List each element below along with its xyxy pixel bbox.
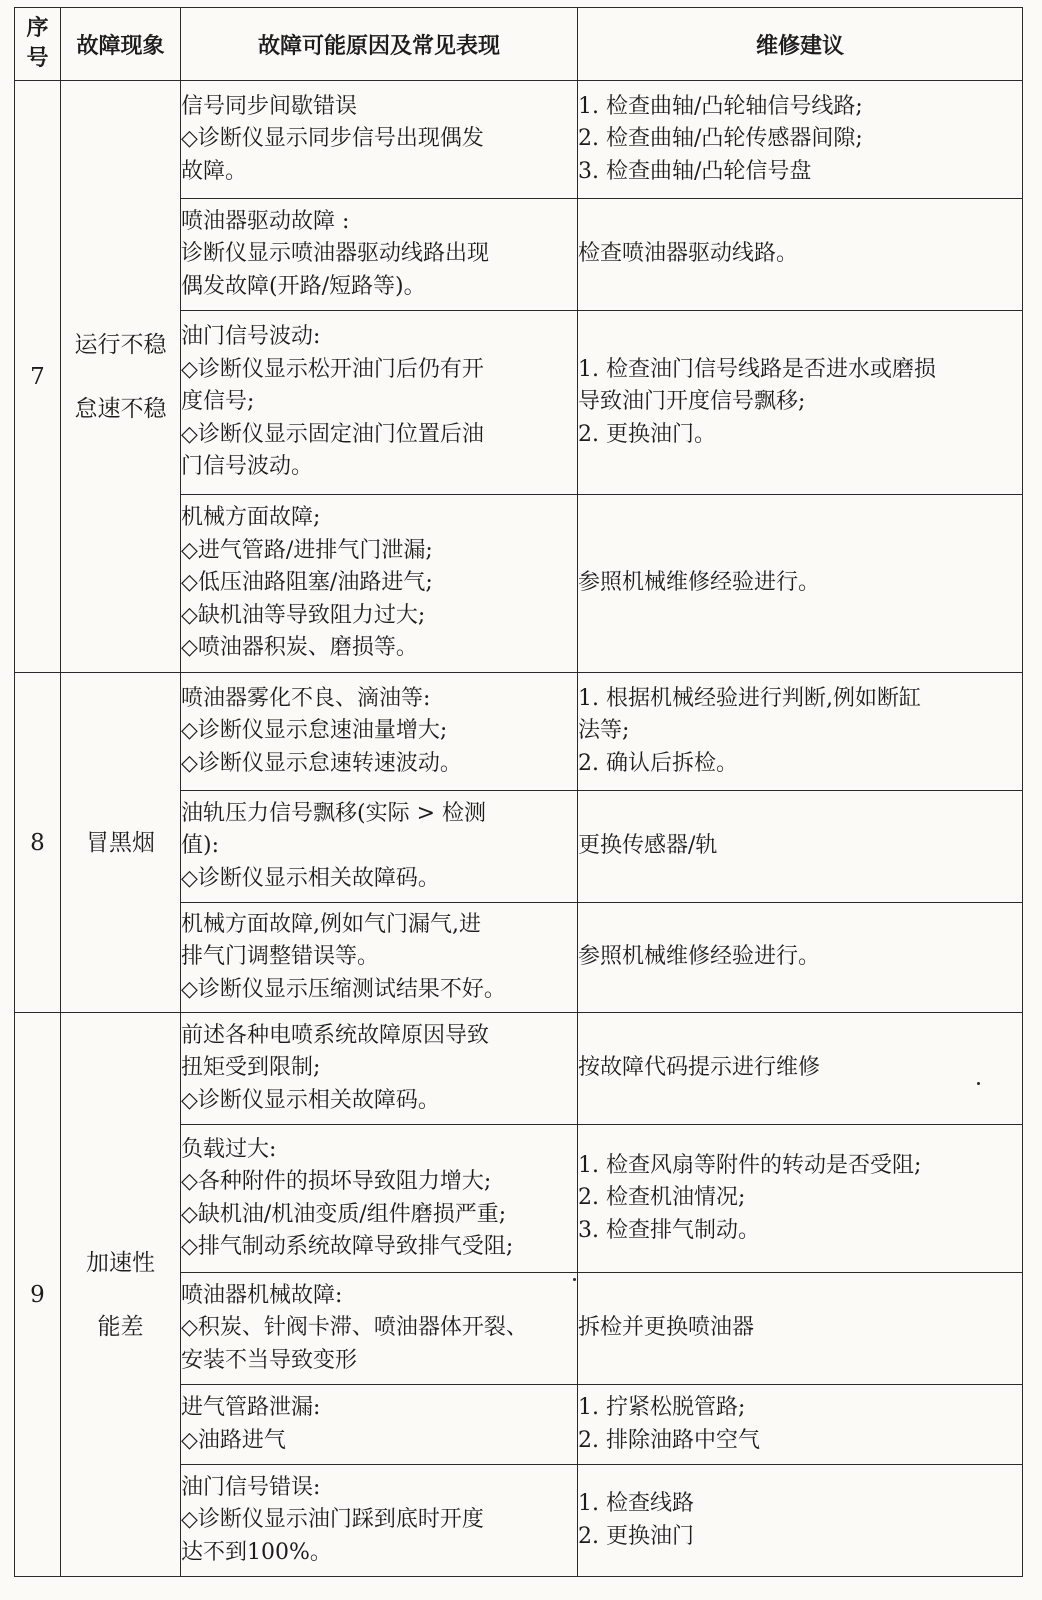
advice-line: 1. 检查风扇等附件的转动是否受阻;	[578, 1152, 922, 1178]
cause-line: ◇排气制动系统故障导致排气受阻;	[181, 1234, 514, 1259]
advice-line: 导致油门开度信号飘移;	[578, 389, 806, 415]
causes-cell	[181, 1385, 578, 1465]
table-row	[15, 673, 1023, 791]
causes-cell	[181, 1013, 578, 1125]
cause-line: ◇各种附件的损坏导致阻力增大;	[181, 1169, 492, 1194]
row-number: 9	[15, 1013, 61, 1577]
fault-diagnosis-table	[14, 7, 1023, 1577]
cause-line: ◇积炭、针阀卡滞、喷油器体开裂、	[181, 1315, 528, 1341]
advice-line: 1. 根据机械经验进行判断,例如断缸	[578, 685, 921, 711]
cause-line: 值):	[181, 833, 219, 859]
advice-line: 1. 检查油门信号线路是否进水或磨损	[578, 356, 936, 382]
symptom-line: 加速性	[86, 1249, 155, 1276]
advice-line: 2. 检查机油情况;	[578, 1185, 746, 1211]
cause-line: 扭矩受到限制;	[181, 1055, 321, 1081]
header-no-char-2: 号	[26, 46, 49, 71]
cause-line: ◇诊断仪显示同步信号出现偶发	[181, 126, 484, 152]
header-symptom: 故障现象	[61, 8, 181, 81]
advice-line: 1. 检查线路	[578, 1491, 694, 1516]
cause-line: ◇诊断仪显示怠速转速波动。	[181, 750, 462, 776]
advice-line: 参照机械维修经验进行。	[578, 944, 821, 970]
header-no	[15, 8, 61, 81]
causes-cell	[181, 1465, 578, 1577]
cause-line: ◇缺机油/机油变质/组件磨损严重;	[181, 1201, 507, 1227]
row-number: 8	[15, 673, 61, 1013]
advice-line: 拆检并更换喷油器	[578, 1315, 755, 1341]
cause-line: 门信号波动。	[181, 454, 314, 480]
cause-line: 喷油器雾化不良、滴油等:	[181, 685, 431, 711]
advice-line: 3. 检查排气制动。	[578, 1217, 760, 1243]
cause-line: ◇喷油器积炭、磨损等。	[181, 635, 418, 661]
advice-cell	[578, 81, 1023, 199]
cause-line: ◇进气管路/进排气门泄漏;	[181, 537, 433, 563]
row-number: 7	[15, 81, 61, 673]
table-row	[15, 81, 1023, 199]
cause-line: 偶发故障(开路/短路等)。	[181, 273, 426, 299]
symptom-cell	[61, 1013, 181, 1577]
advice-line: 3. 检查曲轴/凸轮信号盘	[578, 158, 812, 184]
cause-line: 排气门调整错误等。	[181, 944, 380, 970]
cause-line: 达不到100%。	[181, 1539, 332, 1565]
scan-speck	[977, 1082, 980, 1085]
advice-line: 2. 检查曲轴/凸轮传感器间隙;	[578, 126, 863, 152]
header-causes: 故障可能原因及常见表现	[181, 8, 578, 81]
cause-line: ◇油路进气	[181, 1427, 286, 1453]
cause-line: ◇诊断仪显示相关故障码。	[181, 865, 440, 891]
advice-cell	[578, 1125, 1023, 1273]
symptom-line: 怠速不稳	[74, 395, 167, 422]
advice-cell	[578, 1385, 1023, 1465]
cause-line: 诊断仪显示喷油器驱动线路出现	[181, 241, 490, 267]
advice-cell	[578, 673, 1023, 791]
advice-cell	[578, 791, 1023, 903]
cause-line: 度信号;	[181, 389, 255, 415]
cause-line: 油门信号错误:	[181, 1474, 321, 1500]
causes-cell	[181, 311, 578, 495]
cause-line: 进气管路泄漏:	[181, 1395, 321, 1420]
cause-line: ◇诊断仪显示相关故障码。	[181, 1087, 440, 1113]
symptom-cell	[61, 673, 181, 1013]
advice-cell	[578, 903, 1023, 1013]
cause-line: 油门信号波动:	[181, 324, 321, 350]
causes-cell	[181, 1273, 578, 1385]
cause-line: 信号同步间歇错误	[181, 93, 358, 119]
advice-line: 2. 更换油门。	[578, 421, 716, 447]
advice-line: 1. 拧紧松脱管路;	[578, 1395, 746, 1420]
cause-line: 油轨压力信号飘移(实际 > 检测	[181, 800, 487, 826]
cause-line: 喷油器驱动故障 :	[181, 208, 350, 234]
cause-line: ◇诊断仪显示压缩测试结果不好。	[181, 976, 506, 1002]
header-no-char-1: 序	[26, 16, 49, 41]
causes-cell	[181, 199, 578, 311]
cause-line: ◇诊断仪显示怠速油量增大;	[181, 718, 448, 744]
advice-cell	[578, 1465, 1023, 1577]
causes-cell	[181, 673, 578, 791]
cause-line: ◇诊断仪显示松开油门后仍有开	[181, 356, 484, 382]
cause-line: 故障。	[181, 158, 248, 184]
advice-line: 2. 排除油路中空气	[578, 1427, 760, 1453]
cause-line: 负载过大:	[181, 1136, 277, 1162]
causes-cell	[181, 495, 578, 673]
cause-line: ◇诊断仪显示固定油门位置后油	[181, 421, 484, 447]
cause-line: ◇低压油路阻塞/油路进气;	[181, 570, 433, 596]
symptom-line: 运行不稳	[74, 331, 167, 358]
symptom-cell	[61, 81, 181, 673]
advice-line: 2. 更换油门	[578, 1523, 694, 1549]
advice-line: 法等;	[578, 718, 630, 744]
advice-cell	[578, 495, 1023, 673]
advice-line: 检查喷油器驱动线路。	[578, 241, 799, 267]
cause-line: 安装不当导致变形	[181, 1347, 358, 1373]
advice-line: 更换传感器/轨	[578, 833, 718, 859]
header-advice: 维修建议	[578, 8, 1023, 81]
causes-cell	[181, 903, 578, 1013]
advice-cell	[578, 311, 1023, 495]
cause-line: 机械方面故障;	[181, 505, 321, 531]
cause-line: 喷油器机械故障:	[181, 1282, 343, 1308]
advice-line: 1. 检查曲轴/凸轮轴信号线路;	[578, 93, 863, 119]
cause-line: ◇缺机油等导致阻力过大;	[181, 602, 426, 628]
table-row	[15, 1013, 1023, 1125]
table-header-row	[15, 8, 1023, 81]
symptom-line: 冒黑烟	[86, 829, 155, 856]
advice-line: 参照机械维修经验进行。	[578, 570, 821, 596]
advice-cell	[578, 1273, 1023, 1385]
causes-cell	[181, 791, 578, 903]
cause-line: ◇诊断仪显示油门踩到底时开度	[181, 1507, 484, 1533]
cause-line: 前述各种电喷系统故障原因导致	[181, 1022, 490, 1048]
scan-speck	[573, 1278, 576, 1281]
causes-cell	[181, 1125, 578, 1273]
symptom-line: 能差	[97, 1313, 144, 1340]
advice-cell	[578, 1013, 1023, 1125]
advice-line: 按故障代码提示进行维修	[578, 1055, 821, 1081]
advice-cell	[578, 199, 1023, 311]
cause-line: 机械方面故障,例如气门漏气,进	[181, 911, 481, 937]
advice-line: 2. 确认后拆检。	[578, 750, 738, 776]
causes-cell	[181, 81, 578, 199]
